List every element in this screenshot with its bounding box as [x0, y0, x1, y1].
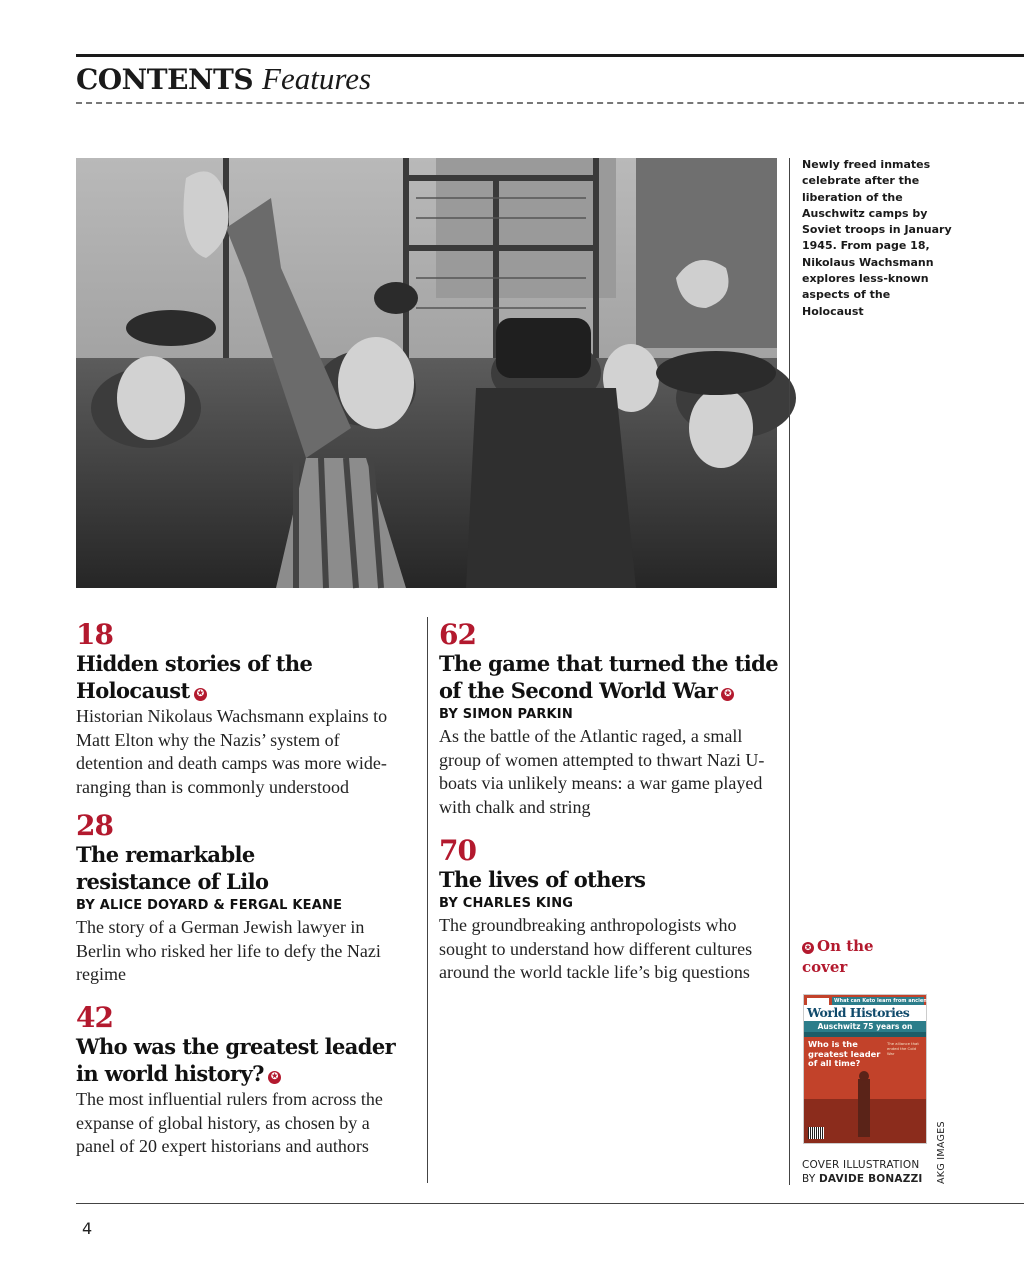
feature-page-number: 70	[439, 834, 476, 867]
bottom-rule	[76, 1203, 1024, 1204]
feature-page-number: 18	[76, 618, 113, 651]
cover-star-icon: ✪	[268, 1071, 281, 1084]
feature-title-text: Who was the greatest leader in world history?	[76, 1034, 396, 1086]
lead-photo-illustration	[76, 158, 777, 588]
feature-title-text: The remarkable resistance of Lilo	[76, 842, 269, 894]
barcode-icon	[808, 1127, 824, 1139]
feature-item[interactable]	[439, 620, 779, 819]
feature-title-text: Hidden stories of the Holocaust	[76, 651, 313, 703]
cover-band: Auschwitz 75 years on	[804, 1021, 926, 1032]
feature-description: Historian Nikolaus Wachsmann explains to Matt Elton why the Nazis’ system of detention and death camps was more wide-ranging than is commonly understood	[76, 706, 388, 797]
page-number: 4	[82, 1219, 93, 1238]
top-rule	[76, 54, 1024, 57]
feature-title[interactable]	[439, 650, 779, 704]
cover-masthead: World Histories	[804, 1005, 926, 1021]
feature-description: The story of a German Jewish lawyer in Berlin who risked her life to defy the Nazi regime	[76, 917, 381, 984]
feature-title[interactable]	[439, 866, 779, 893]
right-column-divider	[789, 158, 790, 1185]
feature-page-number: 28	[76, 809, 113, 842]
feature-title-text: The lives of others	[439, 867, 646, 892]
cover-credit-artist: DAVIDE BONAZZI	[819, 1173, 923, 1185]
feature-description: The most influential rulers from across the expanse of global history, as chosen by a panel of 20 expert historians and authors	[76, 1089, 383, 1156]
feature-description: The groundbreaking anthropologists who sought to understand how different cultures around the world tackle life’s big questions	[439, 915, 753, 982]
lead-photo	[76, 158, 777, 588]
feature-item[interactable]	[76, 1003, 416, 1159]
cover-statue-head	[859, 1071, 869, 1081]
feature-title[interactable]	[76, 841, 306, 895]
page-header	[76, 62, 371, 97]
feature-title[interactable]	[76, 1033, 406, 1087]
feature-item[interactable]	[76, 811, 416, 987]
cover-credit-by: BY	[802, 1173, 816, 1185]
feature-byline: BY ALICE DOYARD & FERGAL KEANE	[76, 898, 343, 913]
cover-statue	[858, 1079, 870, 1137]
photo-caption: Newly freed inmates celebrate after the liberation of the Auschwitz camps by Soviet troops in January 1945. From page 18, Nikolaus Wachsmann explores less-known aspects of the Holocaust	[802, 158, 952, 318]
cover-headline: Who is the greatest leader of all time?	[808, 1039, 881, 1068]
cover-star-icon: ✪	[194, 688, 207, 701]
on-the-cover-label	[802, 936, 902, 978]
cover-star-icon: ✪	[802, 942, 814, 954]
feature-page-number: 62	[439, 618, 476, 651]
cover-side-text: The alliance that ended the Cold War	[887, 1041, 919, 1056]
feature-item[interactable]	[76, 620, 416, 799]
on-the-cover-text: On the cover	[802, 937, 874, 976]
feature-byline: BY CHARLES KING	[439, 896, 574, 911]
feature-item[interactable]	[439, 836, 779, 985]
magazine-cover-thumbnail[interactable]	[803, 994, 954, 1144]
middle-column-divider	[427, 617, 428, 1183]
cover-credit	[802, 1158, 932, 1186]
feature-title-text: The game that turned the tide of the Second World War	[439, 651, 778, 703]
cover-credit-label: COVER ILLUSTRATION	[802, 1159, 920, 1171]
feature-description: As the battle of the Atlantic raged, a small group of women attempted to thwart Nazi U-boats via unlikely means: a war game played with chalk and string	[439, 726, 765, 817]
cover-strapline: What can Keto learn from ancient Athens?	[834, 998, 954, 1004]
dashed-divider	[76, 102, 1024, 104]
feature-byline: BY SIMON PARKIN	[439, 707, 573, 722]
section-title: CONTENTS	[76, 63, 254, 96]
feature-title[interactable]	[76, 650, 316, 704]
subsection-title: Features	[262, 61, 372, 96]
cover-star-icon: ✪	[721, 688, 734, 701]
feature-page-number: 42	[76, 1001, 113, 1034]
cover-band-secondary	[804, 1032, 926, 1037]
photo-credit: AKG IMAGES	[936, 1121, 947, 1184]
cover-credit-artist-line	[802, 1172, 932, 1186]
bbc-logo	[807, 998, 829, 1005]
